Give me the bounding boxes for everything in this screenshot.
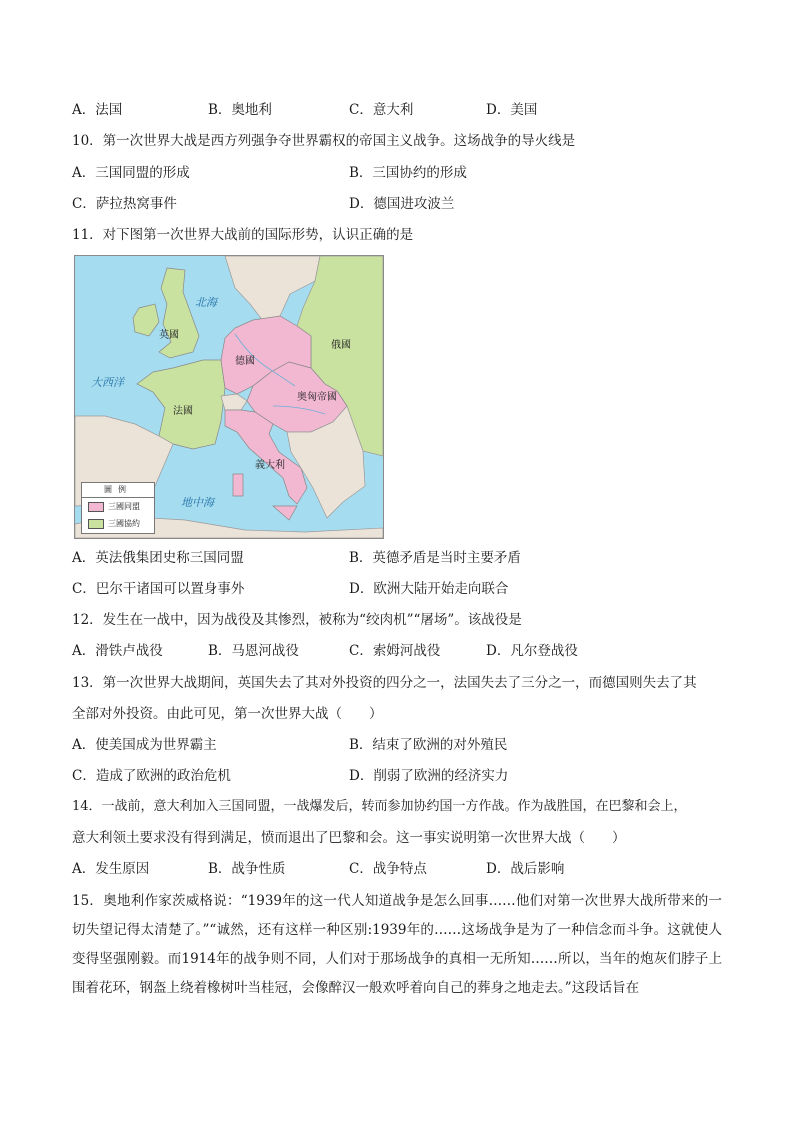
q11-option-c[interactable]: C．巴尔干诸国可以置身事外 — [72, 581, 245, 597]
q14-option-a[interactable]: A．发生原因 — [72, 861, 150, 877]
q12-stem: 12．发生在一战中，因为战役及其惨烈，被称为“绞肉机”“屠场”。该战役是 — [72, 612, 522, 628]
legend-item-entente — [82, 515, 154, 532]
map-label-russia: 俄國 — [331, 340, 351, 351]
q14-option-d[interactable]: D．战后影响 — [486, 861, 565, 877]
legend-label-entente: 三國協約 — [108, 519, 140, 528]
legend-label-alliance: 三國同盟 — [108, 502, 140, 511]
q11-option-a[interactable]: A．英法俄集团史称三国同盟 — [72, 550, 244, 566]
map-label-atlantic: 大西洋 — [91, 376, 124, 389]
q9-option-d[interactable]: D．美国 — [486, 102, 538, 118]
q12-option-c[interactable]: C．索姆河战役 — [349, 643, 441, 659]
map-label-britain: 英國 — [159, 330, 179, 341]
q13-option-c[interactable]: C．造成了欧洲的政治危机 — [72, 768, 231, 784]
q14-option-b[interactable]: B．战争性质 — [208, 861, 286, 877]
europe-1914-map — [74, 255, 384, 539]
q13-option-b[interactable]: B．结束了欧洲的对外殖民 — [349, 737, 508, 753]
q10-stem: 10．第一次世界大战是西方列强争夺世界霸权的帝国主义战争。这场战争的导火线是 — [72, 133, 576, 149]
q14-stem-line1: 14．一战前，意大利加入三国同盟，一战爆发后，转而参加协约国一方作战。作为战胜国，在巴黎和会上， — [72, 799, 687, 814]
map-label-north-sea: 北海 — [195, 296, 217, 309]
q13-option-a[interactable]: A．使美国成为世界霸主 — [72, 737, 217, 753]
q13-stem-line1: 13．第一次世界大战期间，英国失去了其对外投资的四分之一，法国失去了三分之一，而德国则失去了其 — [72, 675, 697, 691]
q10-option-b[interactable]: B．三国协约的形成 — [349, 165, 467, 181]
q9-option-a[interactable]: A．法国 — [72, 102, 123, 118]
map-label-italy: 義大利 — [255, 460, 285, 471]
q13-stem-line2: 全部对外投资。由此可见，第一次世界大战（ ） — [72, 706, 383, 722]
q9-option-c[interactable]: C．意大利 — [349, 102, 414, 118]
q10-option-d[interactable]: D．德国进攻波兰 — [349, 196, 455, 212]
q11-option-b[interactable]: B．英德矛盾是当时主要矛盾 — [349, 550, 521, 566]
legend-title: 圖例 — [82, 483, 154, 498]
sardinia — [233, 474, 243, 496]
q9-option-b[interactable]: B．奥地利 — [208, 102, 272, 118]
q11-option-d[interactable]: D．欧洲大陆开始走向联合 — [349, 581, 509, 597]
q14-option-c[interactable]: C．战争特点 — [349, 861, 427, 877]
legend-item-alliance — [82, 498, 154, 515]
legend-swatch-entente — [88, 519, 104, 529]
map-label-austria-hungary: 奥匈帝國 — [297, 392, 337, 403]
q13-option-d[interactable]: D．削弱了欧洲的经济实力 — [349, 768, 509, 784]
map-label-mediterranean: 地中海 — [181, 496, 214, 509]
legend-swatch-alliance — [88, 502, 104, 512]
map-label-france: 法國 — [173, 406, 193, 417]
q11-stem: 11．对下图第一次世界大战前的国际形势，认识正确的是 — [72, 227, 414, 243]
q12-option-a[interactable]: A．滑铁卢战役 — [72, 643, 163, 659]
q10-option-c[interactable]: C．萨拉热窝事件 — [72, 196, 177, 212]
q12-option-d[interactable]: D．凡尔登战役 — [486, 643, 578, 659]
map-label-germany: 德國 — [235, 356, 255, 367]
map-legend — [81, 482, 155, 534]
q15-stem: 15．奥地利作家茨威格说：“1939年的这一代人知道战争是怎么回事……他们对第一次世界大战所带来的一切失望记得太清楚了。”“诚然，还有这样一种区别:1939年的……这场战争是为了一种信念而斗争。这就使人变得坚强刚毅。而1914年的战争则不同，人们对于那场战争的真相一无所知……所以，当年的炮灰们脖子上围着花环，钢盔上绕着橡树叶当桂冠，会像醉汉一般欢呼着向自己的葬身之地走去。”这段话旨在 — [72, 893, 722, 996]
q10-option-a[interactable]: A．三国同盟的形成 — [72, 165, 190, 181]
q14-stem-line2: 意大利领土要求没有得到满足，愤而退出了巴黎和会。这一事实说明第一次世界大战（ ） — [72, 830, 626, 846]
q12-option-b[interactable]: B．马恩河战役 — [208, 643, 299, 659]
